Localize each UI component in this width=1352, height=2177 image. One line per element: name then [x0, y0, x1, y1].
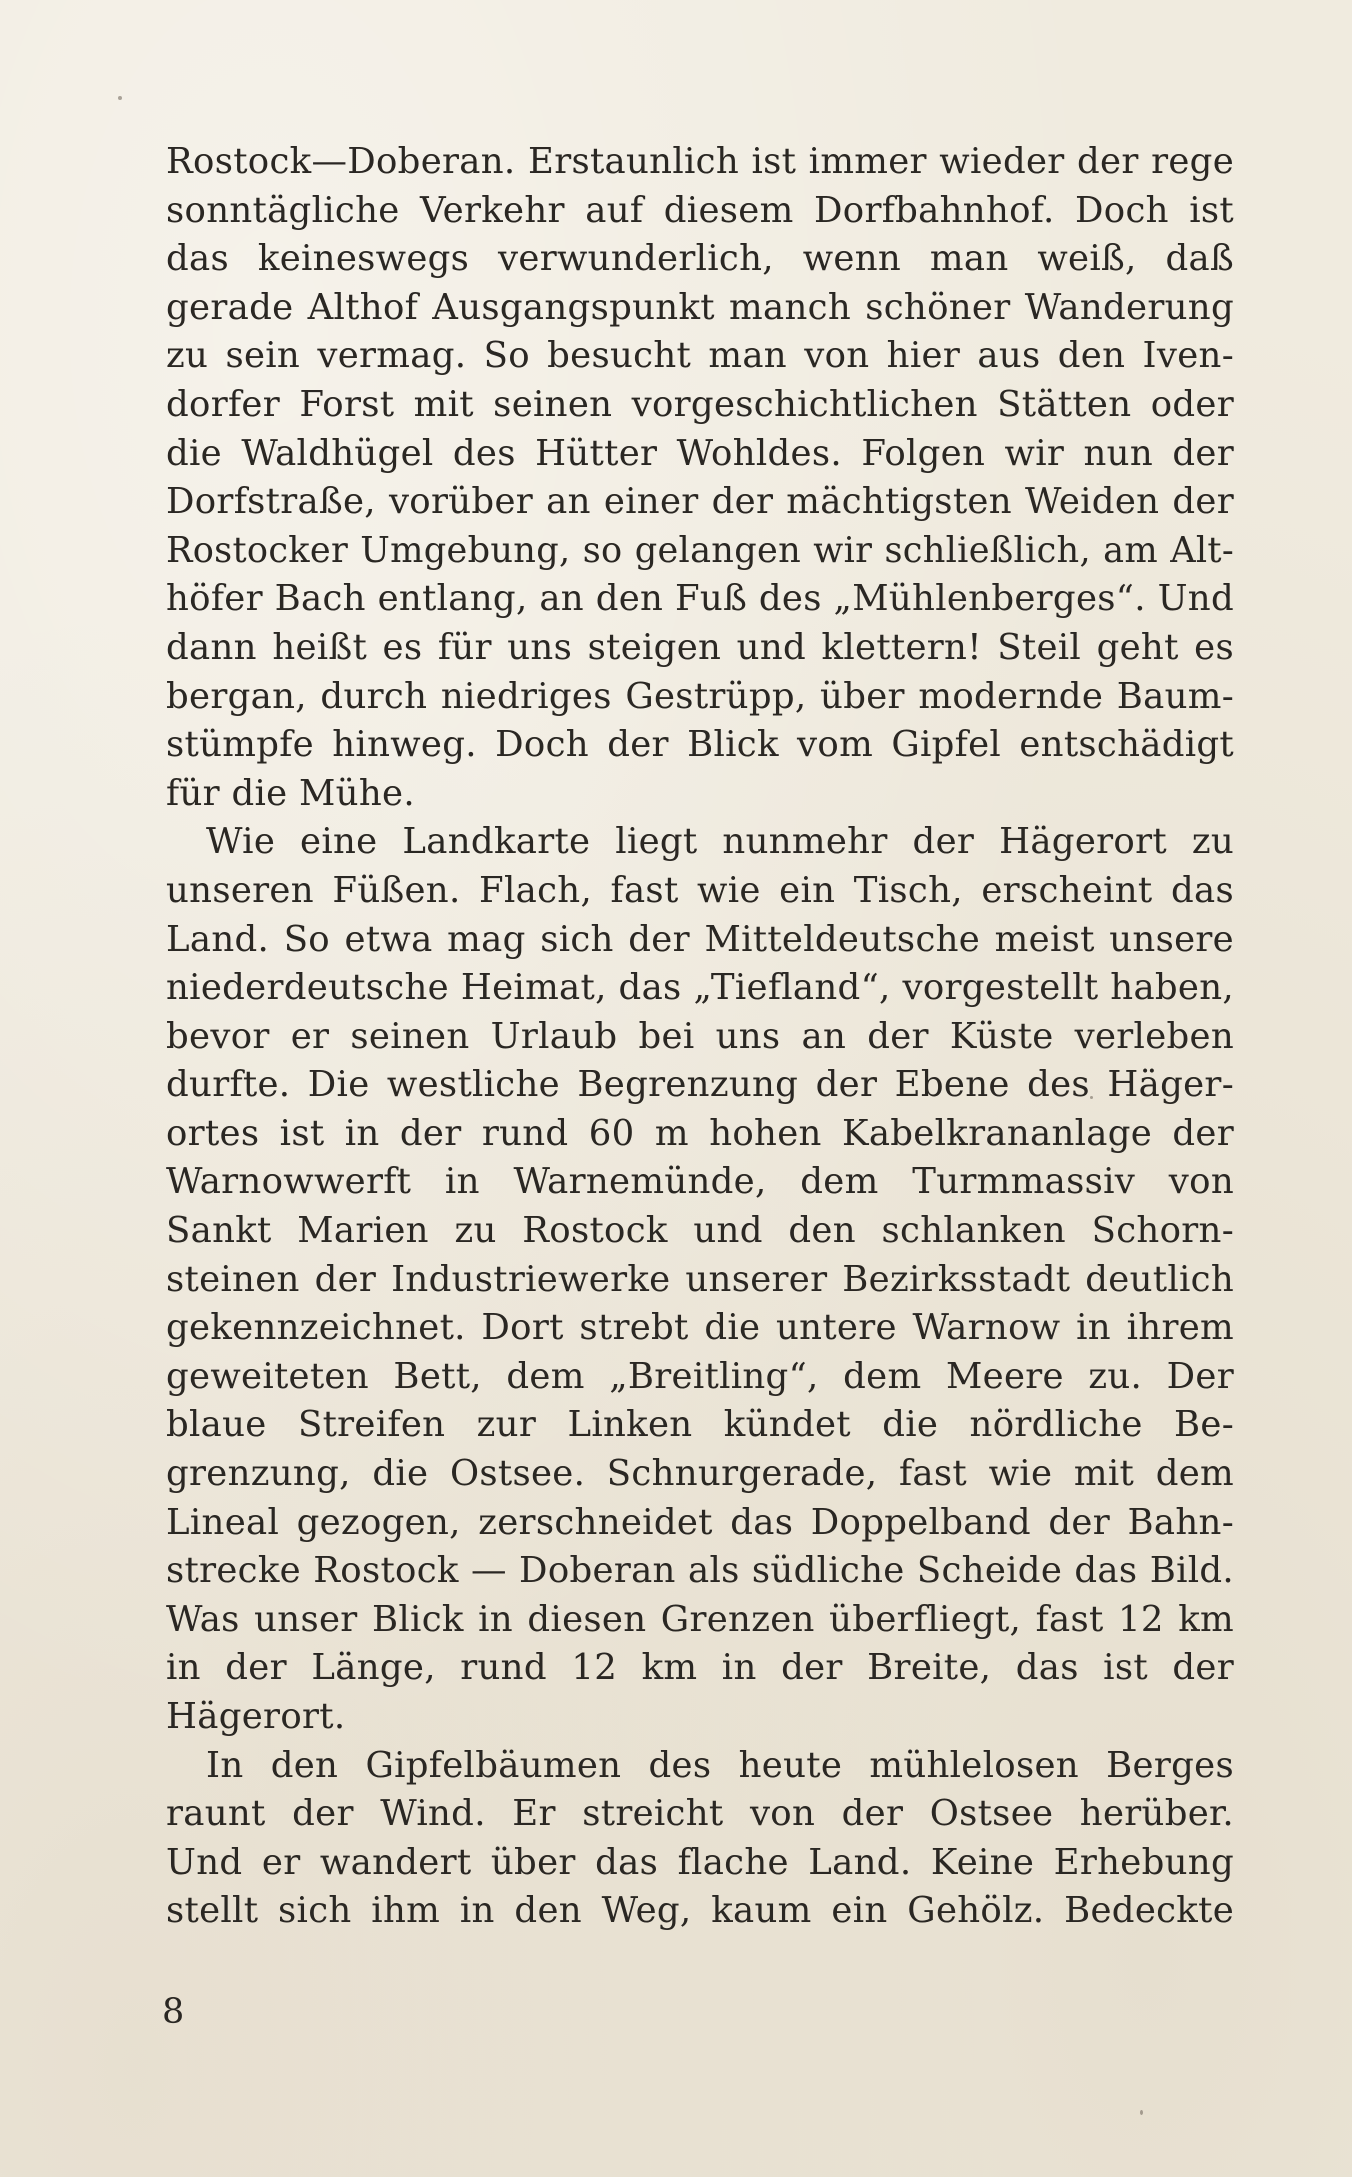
text-line: Rostock—Doberan. Erstaunlich ist immer wieder der rege	[166, 141, 1234, 182]
text-line: Land. So etwa mag sich der Mitteldeutsche meist unsere	[166, 918, 1234, 960]
text-line: zu sein vermag. So besucht man von hier aus den Iven-	[166, 335, 1234, 377]
paragraph-1	[166, 138, 1234, 818]
text-line: blaue Streifen zur Linken kündet die nördliche Be-	[166, 1404, 1234, 1446]
text-line: niederdeutsche Heimat, das „Tiefland“, vorgestellt haben,	[166, 967, 1234, 1009]
text-line: gerade Althof Ausgangspunkt manch schöner Wanderung	[166, 286, 1234, 328]
text-line: gekennzeichnet. Dort strebt die untere Warnow in ihrem	[166, 1307, 1234, 1349]
paragraph-2	[166, 818, 1234, 1741]
page-number: 8	[162, 1992, 185, 2032]
text-line: Rostocker Umgebung, so gelangen wir schließlich, am Alt-	[166, 529, 1234, 571]
text-line: stellt sich ihm in den Weg, kaum ein Gehölz. Bedeckte	[166, 1890, 1234, 1932]
text-line: unseren Füßen. Flach, fast wie ein Tisch, erscheint das	[166, 869, 1234, 911]
text-line: In den Gipfelbäumen des heute mühlelosen Berges	[206, 1744, 1234, 1786]
text-line: Dorfstraße, vorüber an einer der mächtigsten Weiden der	[166, 481, 1234, 523]
text-line: für die Mühe.	[166, 772, 415, 814]
text-line: Lineal gezogen, zerschneidet das Doppelband der Bahn-	[166, 1501, 1234, 1543]
text-line: raunt der Wind. Er streicht von der Ostsee herüber.	[166, 1793, 1234, 1835]
text-line: Was unser Blick in diesen Grenzen überfliegt, fast 12 km	[166, 1598, 1234, 1640]
text-line: ortes ist in der rund 60 m hohen Kabelkrananlage der	[166, 1112, 1234, 1154]
text-line: Wie eine Landkarte liegt nunmehr der Hägerort zu	[206, 821, 1234, 863]
text-line: höfer Bach entlang, an den Fuß des „Mühlenberges“. Und	[166, 578, 1234, 620]
text-line: das keineswegs verwunderlich, wenn man weiß, daß	[166, 238, 1234, 280]
text-line: sonntägliche Verkehr auf diesem Dorfbahnhof. Doch ist	[166, 189, 1234, 231]
text-line: durfte. Die westliche Begrenzung der Ebene des Häger-	[166, 1064, 1234, 1106]
text-line: stümpfe hinweg. Doch der Blick vom Gipfel entschädigt	[166, 724, 1234, 766]
text-line: Warnowwerft in Warnemünde, dem Turmmassiv von	[166, 1161, 1234, 1203]
text-line: dorfer Forst mit seinen vorgeschichtlichen Stätten oder	[166, 383, 1234, 425]
body-text	[166, 138, 1234, 1936]
text-line: in der Länge, rund 12 km in der Breite, das ist der	[166, 1647, 1234, 1689]
text-line: bevor er seinen Urlaub bei uns an der Küste verleben	[166, 1015, 1234, 1057]
paragraph-3	[166, 1742, 1234, 1936]
text-line: Sankt Marien zu Rostock und den schlanken Schorn-	[166, 1210, 1234, 1252]
paper-speck	[1140, 2110, 1143, 2115]
text-line: strecke Rostock — Doberan als südliche Scheide das Bild.	[166, 1550, 1234, 1592]
paper-speck	[118, 96, 122, 100]
text-line: geweiteten Bett, dem „Breitling“, dem Meere zu. Der	[166, 1355, 1234, 1397]
text-line: steinen der Industriewerke unserer Bezirksstadt deutlich	[166, 1258, 1234, 1300]
text-line: Hägerort.	[166, 1696, 346, 1737]
text-line: die Waldhügel des Hütter Wohldes. Folgen wir nun der	[166, 432, 1234, 474]
text-line: bergan, durch niedriges Gestrüpp, über modernde Baum-	[166, 675, 1234, 717]
text-line: grenzung, die Ostsee. Schnurgerade, fast wie mit dem	[166, 1453, 1234, 1495]
text-line: dann heißt es für uns steigen und klettern! Steil geht es	[166, 626, 1234, 668]
text-line: Und er wandert über das flache Land. Keine Erhebung	[166, 1841, 1234, 1883]
